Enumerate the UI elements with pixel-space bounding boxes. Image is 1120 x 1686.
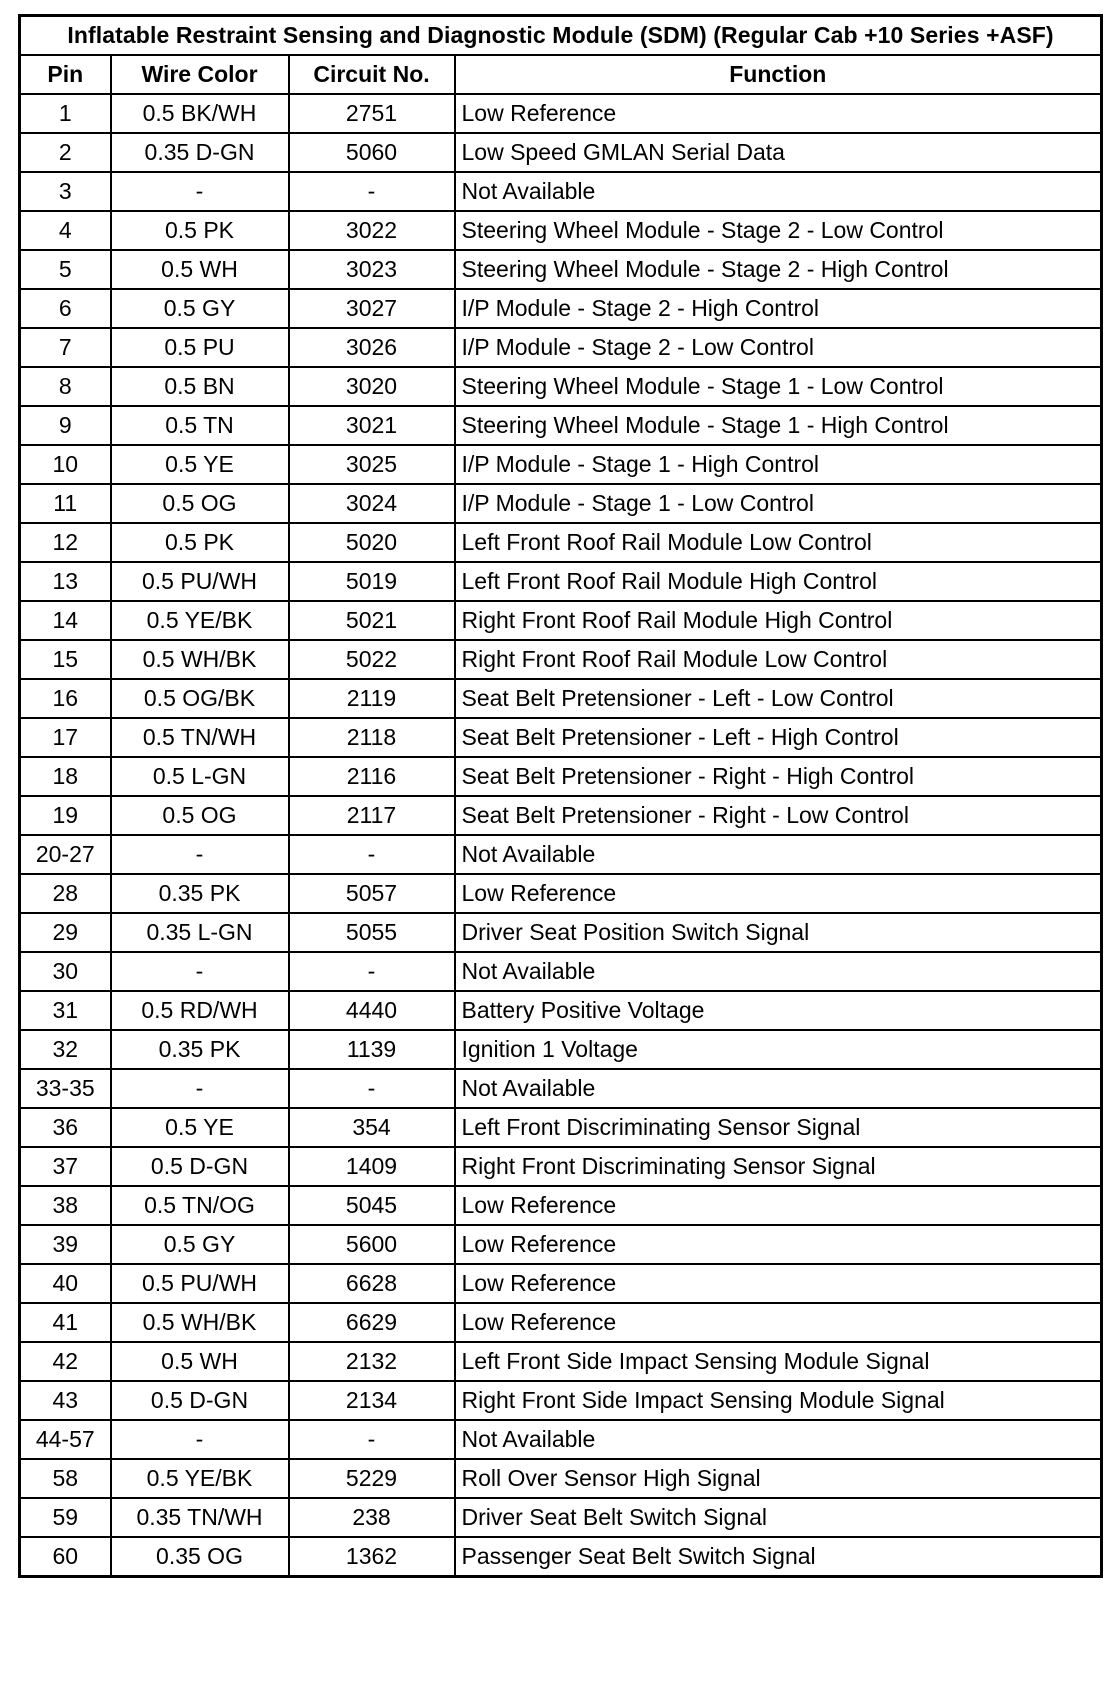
table-row xyxy=(20,991,1102,1030)
circuit-no-cell: 5021 xyxy=(289,601,455,640)
function-cell: Low Reference xyxy=(455,1225,1102,1264)
function-cell: Driver Seat Position Switch Signal xyxy=(455,913,1102,952)
sdm-pinout-table xyxy=(18,14,1103,1578)
circuit-no-cell: 3024 xyxy=(289,484,455,523)
pin-cell: 14 xyxy=(20,601,111,640)
table-row xyxy=(20,250,1102,289)
function-cell: Low Speed GMLAN Serial Data xyxy=(455,133,1102,172)
wire-color-cell: 0.35 TN/WH xyxy=(111,1498,289,1537)
wire-color-cell: 0.35 D-GN xyxy=(111,133,289,172)
circuit-no-cell: 5229 xyxy=(289,1459,455,1498)
table-row xyxy=(20,1108,1102,1147)
circuit-no-cell: 1409 xyxy=(289,1147,455,1186)
table-row xyxy=(20,1420,1102,1459)
circuit-no-cell: 3020 xyxy=(289,367,455,406)
pin-cell: 15 xyxy=(20,640,111,679)
function-cell: Seat Belt Pretensioner - Right - Low Control xyxy=(455,796,1102,835)
wire-color-cell: - xyxy=(111,1420,289,1459)
wire-color-cell: 0.5 TN xyxy=(111,406,289,445)
pin-cell: 29 xyxy=(20,913,111,952)
pin-cell: 11 xyxy=(20,484,111,523)
circuit-no-cell: 3026 xyxy=(289,328,455,367)
pin-cell: 36 xyxy=(20,1108,111,1147)
table-row xyxy=(20,1225,1102,1264)
table-title-row xyxy=(20,16,1102,56)
function-cell: Seat Belt Pretensioner - Left - Low Control xyxy=(455,679,1102,718)
circuit-no-cell: - xyxy=(289,172,455,211)
function-cell: Low Reference xyxy=(455,1264,1102,1303)
pin-cell: 42 xyxy=(20,1342,111,1381)
table-row xyxy=(20,718,1102,757)
function-cell: Ignition 1 Voltage xyxy=(455,1030,1102,1069)
wire-color-cell: 0.5 YE/BK xyxy=(111,601,289,640)
wire-color-cell: 0.5 D-GN xyxy=(111,1381,289,1420)
wire-color-cell: 0.5 OG/BK xyxy=(111,679,289,718)
function-cell: Not Available xyxy=(455,1069,1102,1108)
pin-cell: 38 xyxy=(20,1186,111,1225)
pin-cell: 12 xyxy=(20,523,111,562)
pin-cell: 1 xyxy=(20,94,111,133)
function-cell: Driver Seat Belt Switch Signal xyxy=(455,1498,1102,1537)
wire-color-cell: 0.5 TN/OG xyxy=(111,1186,289,1225)
function-cell: I/P Module - Stage 2 - Low Control xyxy=(455,328,1102,367)
table-row xyxy=(20,445,1102,484)
pin-cell: 20-27 xyxy=(20,835,111,874)
pin-cell: 32 xyxy=(20,1030,111,1069)
table-body xyxy=(20,94,1102,1577)
function-cell: Left Front Roof Rail Module High Control xyxy=(455,562,1102,601)
function-cell: Low Reference xyxy=(455,874,1102,913)
wire-color-cell: 0.5 PU/WH xyxy=(111,562,289,601)
table-header-row xyxy=(20,55,1102,94)
pin-cell: 9 xyxy=(20,406,111,445)
table-row xyxy=(20,1381,1102,1420)
circuit-no-cell: 3021 xyxy=(289,406,455,445)
table-row xyxy=(20,1498,1102,1537)
function-cell: Roll Over Sensor High Signal xyxy=(455,1459,1102,1498)
table-row xyxy=(20,1264,1102,1303)
function-cell: Steering Wheel Module - Stage 1 - High Control xyxy=(455,406,1102,445)
function-cell: Not Available xyxy=(455,172,1102,211)
function-cell: I/P Module - Stage 1 - High Control xyxy=(455,445,1102,484)
circuit-no-cell: 1139 xyxy=(289,1030,455,1069)
table-row xyxy=(20,367,1102,406)
table-row xyxy=(20,1069,1102,1108)
wire-color-cell: 0.5 OG xyxy=(111,484,289,523)
pin-cell: 4 xyxy=(20,211,111,250)
wire-color-cell: 0.5 WH/BK xyxy=(111,640,289,679)
pin-cell: 17 xyxy=(20,718,111,757)
wire-color-cell: 0.35 L-GN xyxy=(111,913,289,952)
function-cell: Right Front Roof Rail Module High Control xyxy=(455,601,1102,640)
wire-color-cell: 0.5 YE xyxy=(111,445,289,484)
pin-cell: 43 xyxy=(20,1381,111,1420)
function-cell: Battery Positive Voltage xyxy=(455,991,1102,1030)
table-row xyxy=(20,328,1102,367)
pin-cell: 6 xyxy=(20,289,111,328)
circuit-no-cell: 5045 xyxy=(289,1186,455,1225)
pin-cell: 59 xyxy=(20,1498,111,1537)
column-header-circuit-no: Circuit No. xyxy=(289,55,455,94)
function-cell: I/P Module - Stage 2 - High Control xyxy=(455,289,1102,328)
circuit-no-cell: 5019 xyxy=(289,562,455,601)
circuit-no-cell: 3025 xyxy=(289,445,455,484)
circuit-no-cell: - xyxy=(289,1420,455,1459)
wire-color-cell: 0.35 PK xyxy=(111,1030,289,1069)
pin-cell: 13 xyxy=(20,562,111,601)
circuit-no-cell: 354 xyxy=(289,1108,455,1147)
wire-color-cell: 0.5 GY xyxy=(111,1225,289,1264)
circuit-no-cell: 3023 xyxy=(289,250,455,289)
function-cell: Not Available xyxy=(455,952,1102,991)
pin-cell: 7 xyxy=(20,328,111,367)
wire-color-cell: 0.5 D-GN xyxy=(111,1147,289,1186)
circuit-no-cell: 6629 xyxy=(289,1303,455,1342)
pin-cell: 40 xyxy=(20,1264,111,1303)
column-header-function: Function xyxy=(455,55,1102,94)
circuit-no-cell: 2119 xyxy=(289,679,455,718)
function-cell: Passenger Seat Belt Switch Signal xyxy=(455,1537,1102,1577)
table-row xyxy=(20,523,1102,562)
wire-color-cell: - xyxy=(111,835,289,874)
function-cell: Right Front Discriminating Sensor Signal xyxy=(455,1147,1102,1186)
circuit-no-cell: 5060 xyxy=(289,133,455,172)
function-cell: Not Available xyxy=(455,835,1102,874)
pin-cell: 31 xyxy=(20,991,111,1030)
circuit-no-cell: 4440 xyxy=(289,991,455,1030)
circuit-no-cell: 2117 xyxy=(289,796,455,835)
table-row xyxy=(20,913,1102,952)
pin-cell: 3 xyxy=(20,172,111,211)
table-row xyxy=(20,133,1102,172)
pin-cell: 2 xyxy=(20,133,111,172)
wire-color-cell: 0.5 PU/WH xyxy=(111,1264,289,1303)
wire-color-cell: 0.5 TN/WH xyxy=(111,718,289,757)
pin-cell: 10 xyxy=(20,445,111,484)
wire-color-cell: 0.5 PK xyxy=(111,211,289,250)
table-row xyxy=(20,1030,1102,1069)
pin-cell: 16 xyxy=(20,679,111,718)
pin-cell: 30 xyxy=(20,952,111,991)
column-header-wire-color: Wire Color xyxy=(111,55,289,94)
circuit-no-cell: 2134 xyxy=(289,1381,455,1420)
wire-color-cell: 0.5 WH xyxy=(111,250,289,289)
circuit-no-cell: 2751 xyxy=(289,94,455,133)
circuit-no-cell: 238 xyxy=(289,1498,455,1537)
table-row xyxy=(20,874,1102,913)
wire-color-cell: 0.5 RD/WH xyxy=(111,991,289,1030)
wire-color-cell: 0.5 WH xyxy=(111,1342,289,1381)
circuit-no-cell: 5055 xyxy=(289,913,455,952)
pin-cell: 58 xyxy=(20,1459,111,1498)
table-row xyxy=(20,406,1102,445)
circuit-no-cell: 5022 xyxy=(289,640,455,679)
wire-color-cell: - xyxy=(111,952,289,991)
wire-color-cell: 0.5 YE xyxy=(111,1108,289,1147)
table-title: Inflatable Restraint Sensing and Diagnostic Module (SDM) (Regular Cab +10 Series +ASF) xyxy=(20,16,1102,56)
table-row xyxy=(20,562,1102,601)
circuit-no-cell: 3027 xyxy=(289,289,455,328)
pin-cell: 28 xyxy=(20,874,111,913)
function-cell: Low Reference xyxy=(455,94,1102,133)
pin-cell: 44-57 xyxy=(20,1420,111,1459)
table-row xyxy=(20,1303,1102,1342)
function-cell: Left Front Roof Rail Module Low Control xyxy=(455,523,1102,562)
table-row xyxy=(20,640,1102,679)
table-row xyxy=(20,1147,1102,1186)
function-cell: Not Available xyxy=(455,1420,1102,1459)
circuit-no-cell: 3022 xyxy=(289,211,455,250)
table-row xyxy=(20,835,1102,874)
table-row xyxy=(20,289,1102,328)
circuit-no-cell: 2116 xyxy=(289,757,455,796)
table-row xyxy=(20,679,1102,718)
pin-cell: 18 xyxy=(20,757,111,796)
wire-color-cell: 0.5 OG xyxy=(111,796,289,835)
function-cell: Left Front Discriminating Sensor Signal xyxy=(455,1108,1102,1147)
wire-color-cell: - xyxy=(111,1069,289,1108)
table-row xyxy=(20,796,1102,835)
function-cell: Left Front Side Impact Sensing Module Signal xyxy=(455,1342,1102,1381)
table-row xyxy=(20,601,1102,640)
circuit-no-cell: 1362 xyxy=(289,1537,455,1577)
table-row xyxy=(20,1186,1102,1225)
function-cell: Steering Wheel Module - Stage 1 - Low Control xyxy=(455,367,1102,406)
function-cell: Right Front Roof Rail Module Low Control xyxy=(455,640,1102,679)
circuit-no-cell: 5057 xyxy=(289,874,455,913)
table-row xyxy=(20,172,1102,211)
wire-color-cell: 0.5 BK/WH xyxy=(111,94,289,133)
wire-color-cell: 0.35 PK xyxy=(111,874,289,913)
pin-cell: 41 xyxy=(20,1303,111,1342)
wire-color-cell: 0.5 L-GN xyxy=(111,757,289,796)
pin-cell: 39 xyxy=(20,1225,111,1264)
wire-color-cell: 0.5 GY xyxy=(111,289,289,328)
table-row xyxy=(20,211,1102,250)
circuit-no-cell: - xyxy=(289,835,455,874)
wire-color-cell: - xyxy=(111,172,289,211)
wire-color-cell: 0.5 BN xyxy=(111,367,289,406)
function-cell: I/P Module - Stage 1 - Low Control xyxy=(455,484,1102,523)
function-cell: Seat Belt Pretensioner - Right - High Control xyxy=(455,757,1102,796)
function-cell: Steering Wheel Module - Stage 2 - Low Control xyxy=(455,211,1102,250)
pin-cell: 19 xyxy=(20,796,111,835)
column-header-pin: Pin xyxy=(20,55,111,94)
function-cell: Low Reference xyxy=(455,1303,1102,1342)
circuit-no-cell: 5020 xyxy=(289,523,455,562)
circuit-no-cell: 6628 xyxy=(289,1264,455,1303)
function-cell: Right Front Side Impact Sensing Module Signal xyxy=(455,1381,1102,1420)
circuit-no-cell: 2118 xyxy=(289,718,455,757)
table-row xyxy=(20,484,1102,523)
pin-cell: 33-35 xyxy=(20,1069,111,1108)
wire-color-cell: 0.35 OG xyxy=(111,1537,289,1577)
table-row xyxy=(20,94,1102,133)
pin-cell: 5 xyxy=(20,250,111,289)
function-cell: Steering Wheel Module - Stage 2 - High Control xyxy=(455,250,1102,289)
circuit-no-cell: - xyxy=(289,1069,455,1108)
table-row xyxy=(20,1459,1102,1498)
pin-cell: 37 xyxy=(20,1147,111,1186)
circuit-no-cell: - xyxy=(289,952,455,991)
wire-color-cell: 0.5 YE/BK xyxy=(111,1459,289,1498)
circuit-no-cell: 5600 xyxy=(289,1225,455,1264)
function-cell: Low Reference xyxy=(455,1186,1102,1225)
table-row xyxy=(20,1537,1102,1577)
wire-color-cell: 0.5 WH/BK xyxy=(111,1303,289,1342)
function-cell: Seat Belt Pretensioner - Left - High Control xyxy=(455,718,1102,757)
table-row xyxy=(20,952,1102,991)
table-row xyxy=(20,757,1102,796)
circuit-no-cell: 2132 xyxy=(289,1342,455,1381)
wire-color-cell: 0.5 PU xyxy=(111,328,289,367)
pin-cell: 60 xyxy=(20,1537,111,1577)
pin-cell: 8 xyxy=(20,367,111,406)
wire-color-cell: 0.5 PK xyxy=(111,523,289,562)
table-row xyxy=(20,1342,1102,1381)
